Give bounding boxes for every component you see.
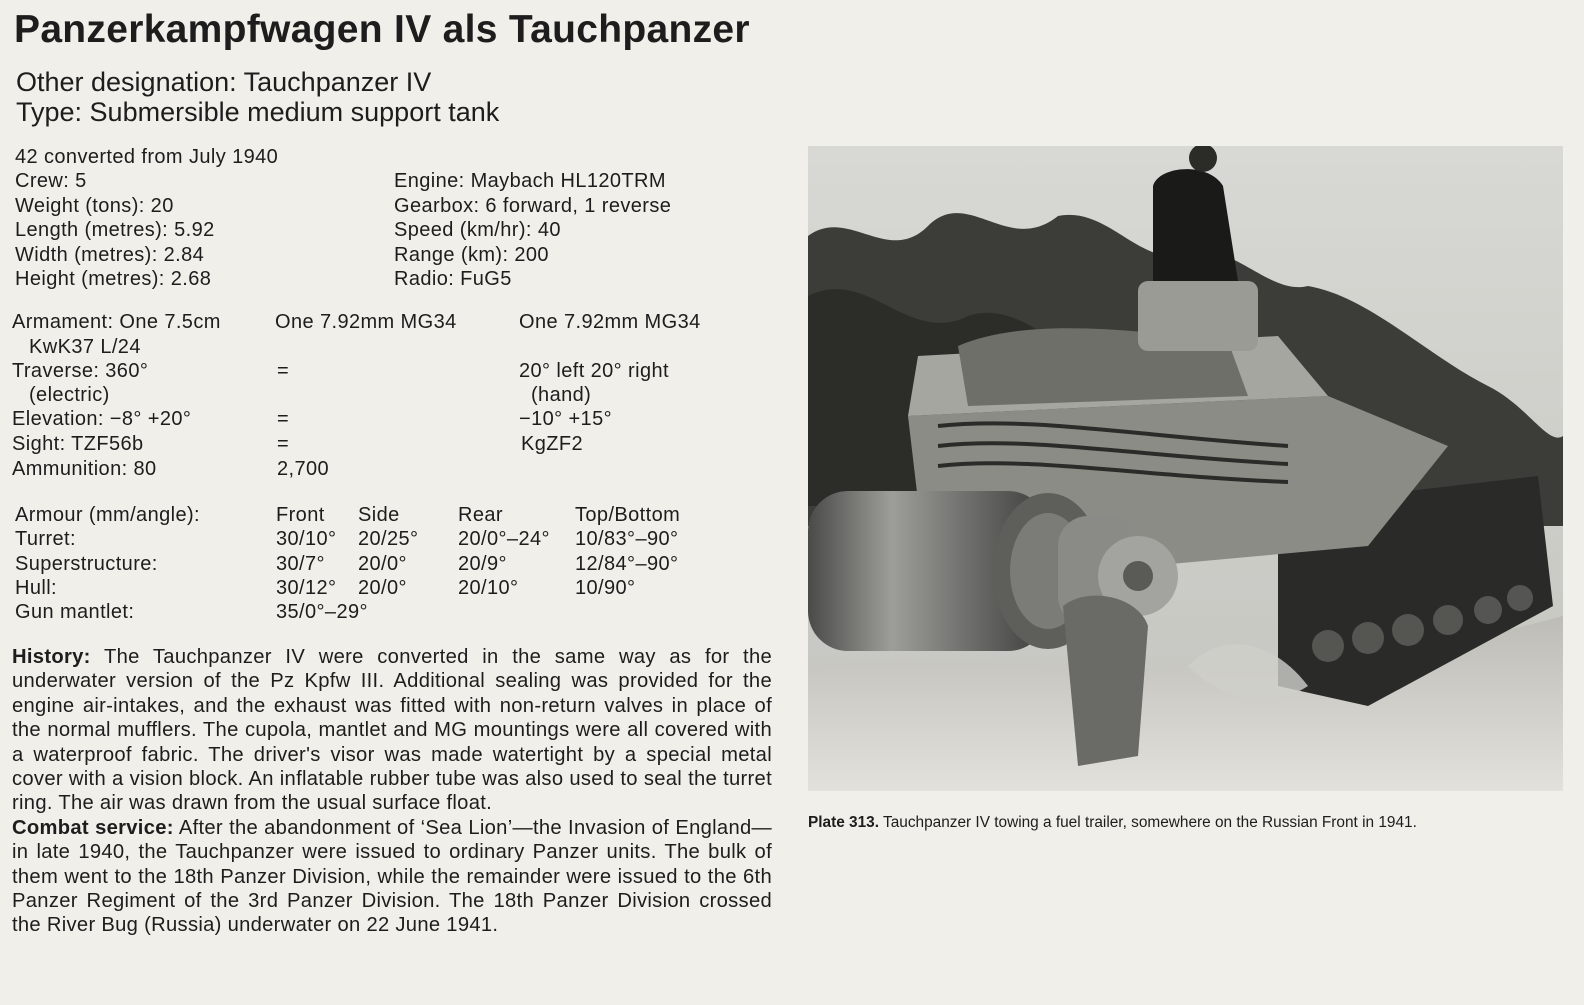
armour-label: Armour (mm/angle): [15, 504, 201, 526]
production-note: 42 converted from July 1940 [15, 146, 279, 168]
caption-text: Tauchpanzer IV towing a fuel trailer, somewhere on the Russian Front in 1941. [883, 814, 1417, 831]
armour-cell: 20/0° [358, 553, 407, 575]
armament-main-gun: KwK37 L/24 [29, 336, 141, 358]
spec-height: Height (metres): 2.68 [15, 268, 212, 290]
history-paragraph [12, 645, 772, 816]
armour-cell: 20/0° [358, 577, 407, 599]
type-line: Type: Submersible medium support tank [16, 97, 500, 127]
tank-illustration [808, 146, 1563, 791]
armament-traverse-type: (electric) [29, 384, 110, 406]
armament-mg-coax: One 7.92mm MG34 [519, 311, 701, 333]
spec-engine: Engine: Maybach HL120TRM [394, 170, 666, 192]
spec-length: Length (metres): 5.92 [15, 219, 215, 241]
armour-cell: 30/7° [276, 553, 325, 575]
armour-cell: 30/12° [276, 577, 337, 599]
history-text: The Tauchpanzer IV were converted in the same way as for the underwater version of the Pz Kpfw III. Additional sealing was provided for the engine air-intakes, and the exhaust was fitted with non-return valves in place of the normal mufflers. The cupola, mantlet and MG mountings were all covered with a waterproof fabric. The driver's visor was made watertight by a special metal cover with a vision block. An inflatable rubber tube was also used to seal the turret ring. The air was drawn from the usual surface float. [12, 646, 772, 815]
armour-cell: 20/25° [358, 528, 419, 550]
narrative-body [12, 645, 772, 938]
armour-col-front: Front [276, 504, 325, 526]
armour-cell: 10/83°–90° [575, 528, 679, 550]
armament-mg-traverse: = [277, 360, 290, 382]
armament-mg-sight: = [277, 433, 290, 455]
armament-traverse: Traverse: 360° [12, 360, 149, 382]
spec-range: Range (km): 200 [394, 244, 549, 266]
armour-cell: 20/10° [458, 577, 519, 599]
armament-mg-hull: One 7.92mm MG34 [275, 311, 457, 333]
armament-coax-traverse: 20° left 20° right [519, 360, 669, 382]
armament-main: Armament: One 7.5cm [12, 311, 221, 333]
spec-width: Width (metres): 2.84 [15, 244, 205, 266]
armament-coax-elevation: −10° +15° [519, 408, 613, 430]
armour-col-top-bottom: Top/Bottom [575, 504, 681, 526]
armament-coax-sight: KgZF2 [521, 433, 584, 455]
armour-row-turret: Turret: [15, 528, 76, 550]
armament-sight: Sight: TZF56b [12, 433, 144, 455]
combat-label: Combat service: [12, 816, 174, 839]
armament-ammunition: Ammunition: 80 [12, 458, 157, 480]
spec-weight: Weight (tons): 20 [15, 195, 174, 217]
other-designation: Other designation: Tauchpanzer IV [16, 67, 432, 97]
spec-speed: Speed (km/hr): 40 [394, 219, 561, 241]
armour-col-side: Side [358, 504, 400, 526]
combat-paragraph [12, 816, 772, 938]
armour-cell: 20/0°–24° [458, 528, 550, 550]
armour-row-gun-mantlet: Gun mantlet: [15, 601, 135, 623]
spec-crew: Crew: 5 [15, 170, 87, 192]
spec-gearbox: Gearbox: 6 forward, 1 reverse [394, 195, 672, 217]
armament-coax-traverse-type: (hand) [531, 384, 592, 406]
tank-photo [808, 146, 1563, 791]
photo-caption [808, 814, 1417, 832]
armour-cell: 10/90° [575, 577, 636, 599]
spec-radio: Radio: FuG5 [394, 268, 512, 290]
page-title: Panzerkampfwagen IV als Tauchpanzer [14, 8, 750, 51]
armament-elevation: Elevation: −8° +20° [12, 408, 192, 430]
armour-cell: 20/9° [458, 553, 507, 575]
history-label: History: [12, 646, 91, 668]
armour-col-rear: Rear [458, 504, 503, 526]
armour-cell: 30/10° [276, 528, 337, 550]
plate-number: Plate 313. [808, 814, 880, 831]
armour-row-hull: Hull: [15, 577, 58, 599]
armour-row-superstructure: Superstructure: [15, 553, 158, 575]
armour-cell: 12/84°–90° [575, 553, 679, 575]
armament-mg-elevation: = [277, 408, 290, 430]
armament-mg-ammunition: 2,700 [277, 458, 330, 480]
combat-text: After the abandonment of ‘Sea Lion’—the Invasion of England—in late 1940, the Tauchpanzer were issued to ordinary Panzer units. The bulk of them went to the 18th Panzer Division, while the remainder were issued to the 6th Panzer Regiment of the 3rd Panzer Division. The 18th Panzer Division crossed the River Bug (Russia) underwater on 22 June 1941. [12, 816, 773, 937]
armour-cell: 35/0°–29° [276, 601, 368, 623]
